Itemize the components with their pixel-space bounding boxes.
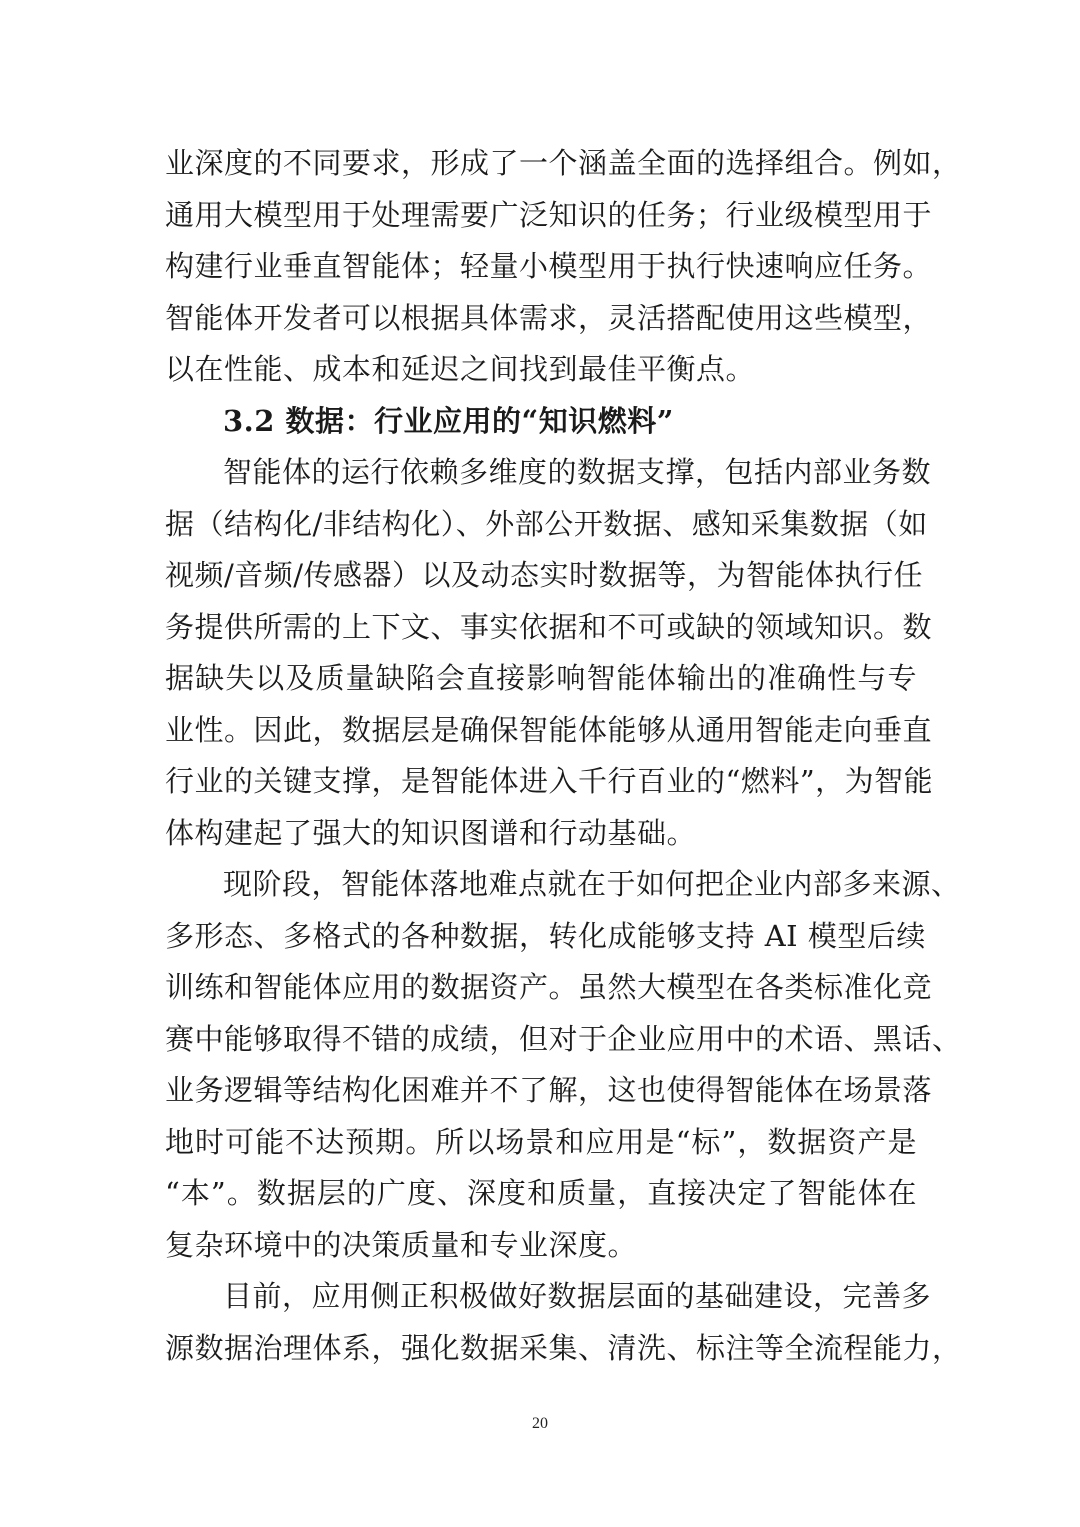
text-line: 训练和智能体应用的数据资产。虽然大模型在各类标准化竞 bbox=[165, 970, 933, 1004]
text-line: 智能体的运行依赖多维度的数据支撑，包括内部业务数 bbox=[223, 455, 932, 489]
page-body bbox=[165, 138, 962, 1374]
text-line: 业性。因此，数据层是确保智能体能够从通用智能走向垂直 bbox=[165, 712, 933, 747]
text-line: 据（结构化/非结构化）、外部公开数据、感知采集数据（如 bbox=[165, 506, 928, 541]
page-number: 20 bbox=[532, 1415, 548, 1432]
text-line: 多形态、多格式的各种数据，转化成能够支持 AI 模型后续 bbox=[165, 918, 926, 953]
text-line: 视频/音频/传感器）以及动态实时数据等，为智能体执行任 bbox=[165, 558, 924, 592]
text-line: 业务逻辑等结构化困难并不了解，这也使得智能体在场景落 bbox=[165, 1073, 933, 1107]
section-heading: 3.2 数据：行业应用的“知识燃料” bbox=[223, 403, 674, 438]
text-line: 通用大模型用于处理需要广泛知识的任务；行业级模型用于 bbox=[165, 197, 933, 232]
text-line: 以在性能、成本和延迟之间找到最佳平衡点。 bbox=[165, 352, 756, 386]
text-line: 据缺失以及质量缺陷会直接影响智能体输出的准确性与专 bbox=[165, 661, 917, 695]
text-line: 复杂环境中的决策质量和专业深度。 bbox=[165, 1227, 638, 1262]
text-line: 目前，应用侧正积极做好数据层面的基础建设，完善多 bbox=[223, 1279, 932, 1313]
text-line: 地时可能不达预期。所以场景和应用是“标”，数据资产是 bbox=[165, 1124, 917, 1159]
text-line: 赛中能够取得不错的成绩，但对于企业应用中的术语、黑话、 bbox=[165, 1021, 962, 1056]
text-line: 现阶段，智能体落地难点就在于如何把企业内部多来源、 bbox=[223, 867, 961, 901]
paragraph bbox=[165, 1271, 962, 1374]
text-line: 源数据治理体系，强化数据采集、清洗、标注等全流程能力， bbox=[165, 1330, 962, 1365]
paragraph bbox=[165, 447, 934, 859]
text-line: 行业的关键支撑，是智能体进入千行百业的“燃料”，为智能 bbox=[165, 764, 934, 798]
text-line: 业深度的不同要求，形成了一个涵盖全面的选择组合。例如， bbox=[165, 146, 962, 180]
text-line: 体构建起了强大的知识图谱和行动基础。 bbox=[165, 815, 697, 850]
text-line: “本”。数据层的广度、深度和质量，直接决定了智能体在 bbox=[165, 1176, 917, 1210]
text-line: 智能体开发者可以根据具体需求，灵活搭配使用这些模型， bbox=[165, 300, 933, 335]
paragraph bbox=[165, 138, 962, 396]
text-line: 务提供所需的上下文、事实依据和不可或缺的领域知识。数 bbox=[165, 609, 933, 644]
text-line: 构建行业垂直智能体；轻量小模型用于执行快速响应任务。 bbox=[165, 249, 933, 283]
paragraph bbox=[165, 859, 962, 1271]
